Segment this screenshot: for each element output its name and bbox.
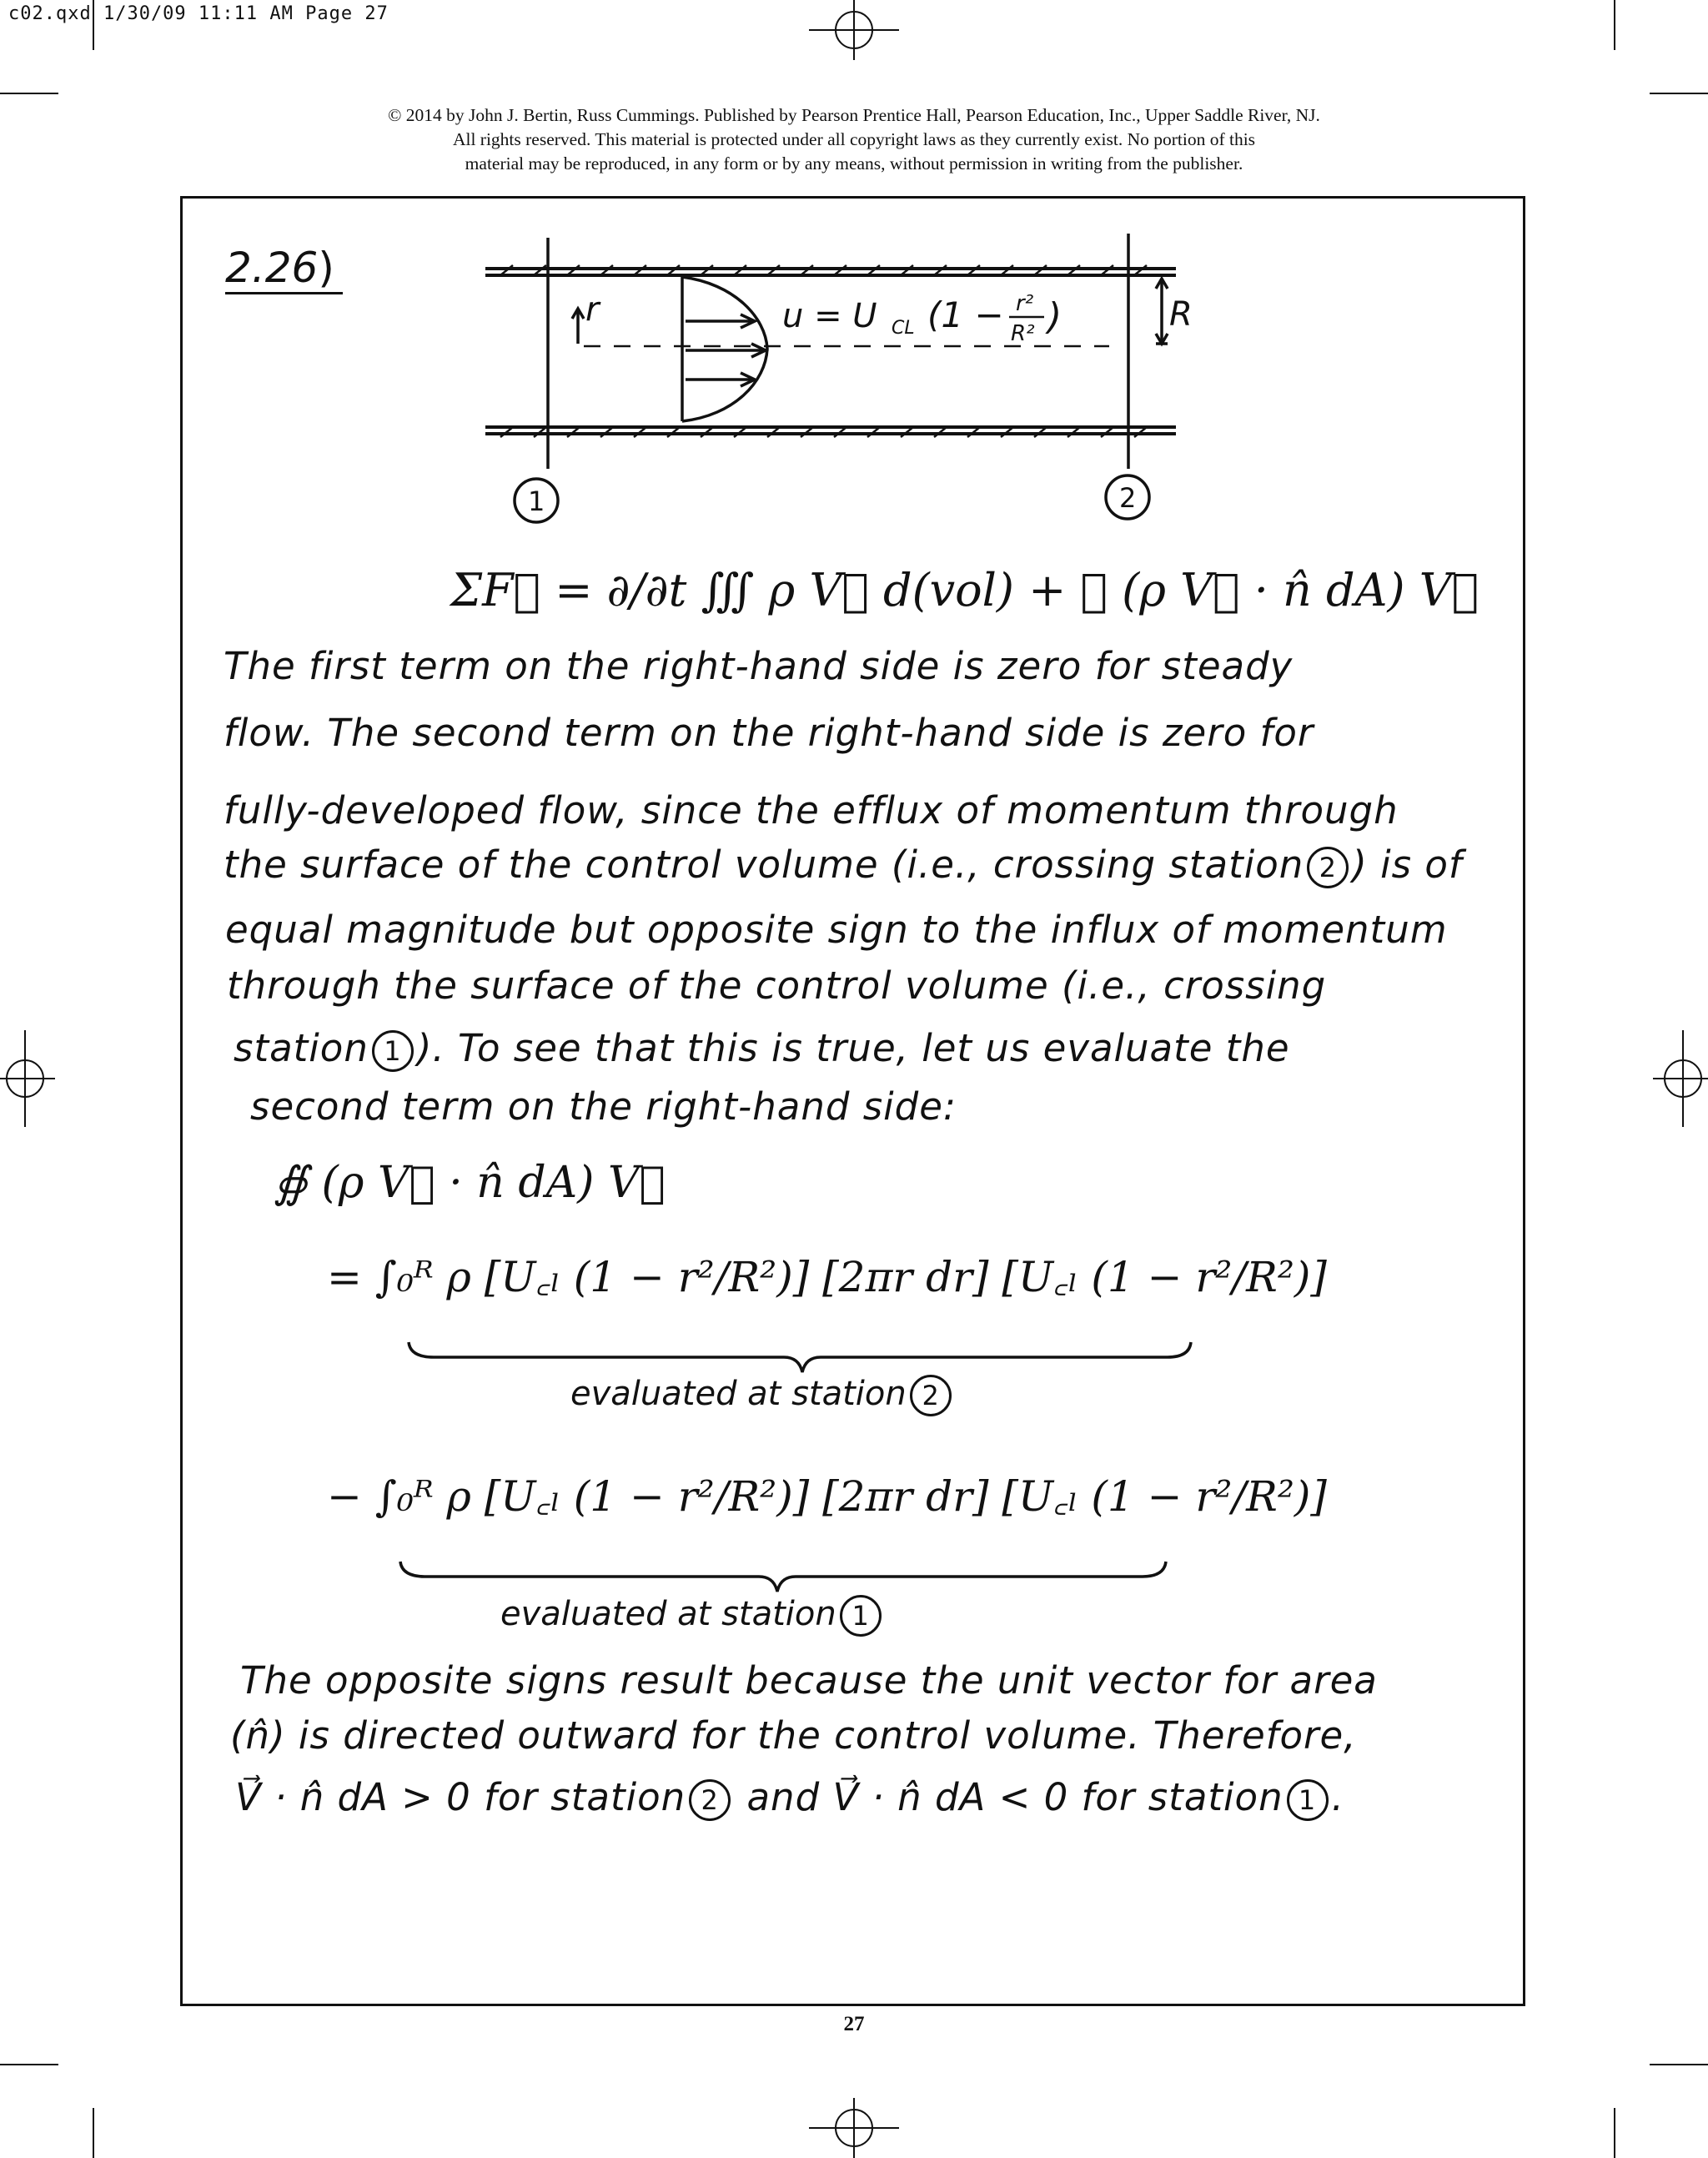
copyright-line-1: © 2014 by John J. Bertin, Russ Cummings. Published by Pearson Prentice Hall, Pearson Education, Inc., Upper Saddle River, NJ.: [388, 105, 1320, 125]
integral-station-2: = ∫₀ᴿ ρ [U꜀ₗ (1 − r²/R²)] [2πr dr] [U꜀ₗ (1 − r²/R²)]: [327, 1253, 1327, 1301]
station-2-label-text: evaluated at station 2: [570, 1375, 955, 1416]
station-1-circle-label: 1: [840, 1595, 882, 1637]
profile-paren: (1 −: [927, 294, 1004, 335]
profile-close: ): [1047, 295, 1062, 338]
profile-frac-num: r²: [1016, 291, 1034, 316]
integral-station-1: − ∫₀ᴿ ρ [U꜀ₗ (1 − r²/R²)] [2πr dr] [U꜀ₗ (1 − r²/R²)]: [327, 1472, 1327, 1521]
big-r-label: R: [1169, 295, 1193, 334]
pipe-flow-diagram: [0, 0, 1708, 551]
station-1-circle-final: 1: [1287, 1779, 1329, 1821]
station-2-circle: 2: [1307, 847, 1349, 888]
profile-lhs: u = U: [782, 297, 877, 335]
station-2-circle-final: 2: [689, 1779, 731, 1821]
paragraph-1-line-1: The first term on the right-hand side is zero for steady: [224, 644, 1294, 688]
paragraph-2-line-3: V⃗ · n̂ dA > 0 for station 2 and V⃗ · n̂ dA < 0 for station 1 .: [235, 1775, 1344, 1819]
velocity-profile-formula: [782, 291, 1062, 346]
copyright-line-3: material may be reproduced, in any form or by any means, without permission in writing from the publisher.: [465, 153, 1243, 174]
integral-lhs: ∯ (ρ V⃗ · n̂ dA) V⃗: [274, 1158, 666, 1208]
paragraph-2-line-1: The opposite signs result because the unit vector for area: [240, 1658, 1378, 1703]
page-number: 27: [843, 2013, 865, 2035]
paragraph-1-line-8: second term on the right-hand side:: [250, 1084, 957, 1129]
station-2-label: 2: [1119, 482, 1137, 514]
station-2-circle-label: 2: [910, 1375, 952, 1416]
profile-subscript: CL: [892, 318, 915, 339]
r-label: r: [585, 290, 600, 329]
paragraph-1-line-6: through the surface of the control volume (i.e., crossing: [227, 963, 1327, 1008]
station-1-circle: 1: [372, 1030, 414, 1072]
momentum-equation: ΣF⃗ = ∂/∂t ∭ ρ V⃗ d(vol) + ∯ (ρ V⃗ · n̂ dA) V⃗: [450, 564, 1479, 616]
underbrace-station-1: [392, 1558, 1184, 1600]
paragraph-2-line-2: (n̂) is directed outward for the control volume. Therefore,: [230, 1713, 1357, 1758]
paragraph-1-line-7: station 1 ). To see that this is true, let us evaluate the: [234, 1026, 1290, 1070]
paragraph-1-line-4: the surface of the control volume (i.e., crossing station 2 ) is of: [224, 843, 1463, 887]
profile-frac-den: R²: [1011, 321, 1035, 346]
station-1-label-text: evaluated at station 1: [500, 1595, 885, 1637]
station-1-label: 1: [528, 485, 545, 517]
problem-number: 2.26): [225, 244, 343, 294]
paragraph-1-line-5: equal magnitude but opposite sign to the influx of momentum: [225, 908, 1448, 952]
paragraph-1-line-2: flow. The second term on the right-hand side is zero for: [224, 711, 1314, 755]
paragraph-1-line-3: fully-developed flow, since the efflux of momentum through: [224, 788, 1399, 833]
copyright-line-2: All rights reserved. This material is protected under all copyright laws as they currently exist. No portion of this: [452, 129, 1256, 149]
printer-slug: c02.qxd 1/30/09 11:11 AM Page 27: [8, 3, 389, 24]
